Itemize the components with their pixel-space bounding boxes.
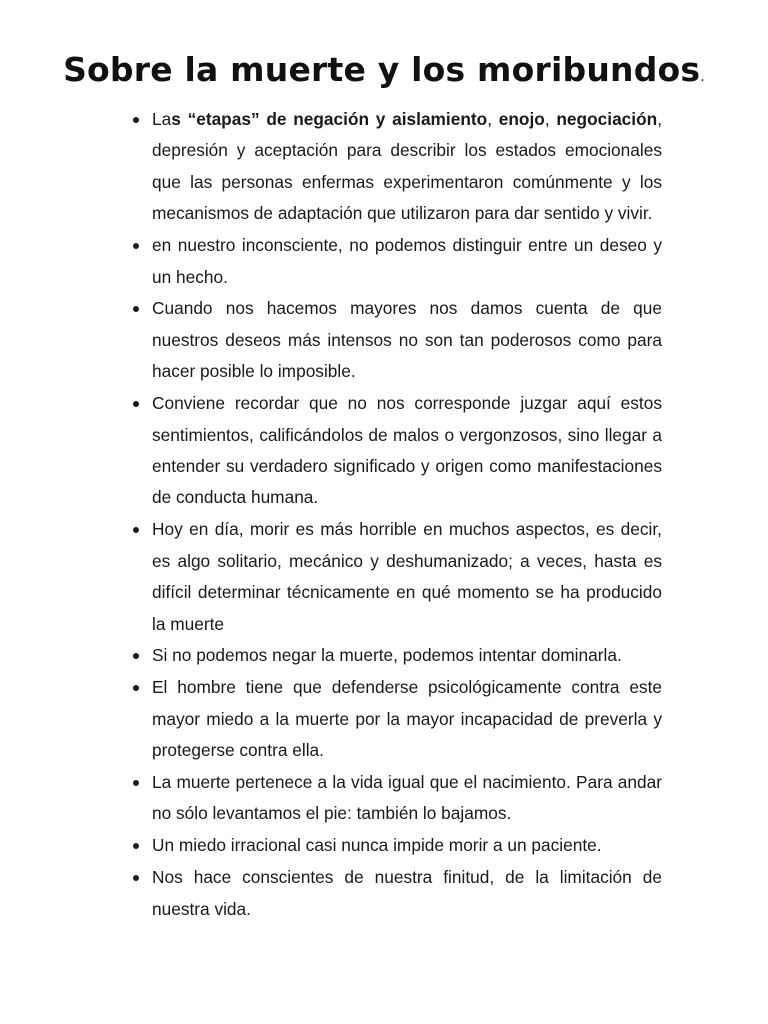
page-title bbox=[0, 50, 768, 89]
item-text: Si no podemos negar la muerte, podemos intentar dominarla. bbox=[152, 645, 622, 666]
list-item bbox=[152, 862, 662, 925]
bullet-icon bbox=[133, 780, 139, 786]
bullet-list bbox=[152, 104, 662, 925]
item-text: Cuando nos hacemos mayores nos damos cuenta de que nuestros deseos más intensos no son tan poderosos como para hacer posible lo imposible. bbox=[152, 298, 662, 382]
bullet-icon bbox=[133, 527, 139, 533]
bullet-icon bbox=[133, 306, 139, 312]
list-item bbox=[152, 672, 662, 766]
list-item bbox=[152, 830, 662, 861]
item-text: en nuestro inconsciente, no podemos distinguir entre un deseo y un hecho. bbox=[152, 235, 662, 287]
item-lead-sep: , bbox=[544, 109, 557, 129]
bullet-icon bbox=[133, 117, 139, 123]
list-item bbox=[152, 293, 662, 387]
item-text: Conviene recordar que no nos corresponde juzgar aquí estos sentimientos, calificándolos de malos o vergonzosos, sino llegar a entender su verdadero significado y origen como manifestaciones de conducta humana. bbox=[152, 393, 662, 508]
list-item bbox=[152, 388, 662, 514]
bullet-icon bbox=[133, 401, 139, 407]
item-text: La muerte pertenece a la vida igual que el nacimiento. Para andar no sólo levantamos el pie: también lo bajamos. bbox=[152, 772, 662, 824]
bullet-icon bbox=[133, 243, 139, 249]
item-text: Nos hace conscientes de nuestra finitud, de la limitación de nuestra vida. bbox=[152, 867, 662, 919]
item-text: Un miedo irracional casi nunca impide morir a un paciente. bbox=[152, 835, 602, 856]
bullet-icon bbox=[133, 685, 139, 691]
title-text: Sobre la muerte y los moribundos bbox=[63, 50, 701, 89]
list-item bbox=[152, 514, 662, 640]
title-trailing-period: . bbox=[700, 69, 705, 85]
list-item bbox=[152, 230, 662, 293]
item-lead-bold: enojo bbox=[498, 109, 545, 129]
bullet-icon bbox=[133, 653, 139, 659]
item-text: , depresión y aceptación para describir los estados emocionales que las personas enfermas experimentaron comúnmente y los mecanismos de adaptación que utilizaron para dar sentido y vivir. bbox=[152, 109, 663, 224]
item-lead-sep: , bbox=[487, 109, 499, 129]
list-item bbox=[152, 640, 662, 671]
item-lead-bold: s “etapas” de negación y aislamiento bbox=[171, 109, 488, 129]
item-lead-bold: negociación bbox=[556, 109, 658, 129]
bullet-icon bbox=[133, 875, 139, 881]
bullet-icon bbox=[133, 843, 139, 849]
list-item bbox=[152, 104, 662, 230]
item-lead-plain: La bbox=[152, 109, 172, 129]
item-text: Hoy en día, morir es más horrible en muchos aspectos, es decir, es algo solitario, mecánico y deshumanizado; a veces, hasta es difícil determinar técnicamente en qué momento se ha producido la muerte bbox=[152, 519, 662, 634]
list-item bbox=[152, 767, 662, 830]
item-text: El hombre tiene que defenderse psicológicamente contra este mayor miedo a la muerte por la mayor incapacidad de preverla y protegerse contra ella. bbox=[152, 677, 662, 761]
